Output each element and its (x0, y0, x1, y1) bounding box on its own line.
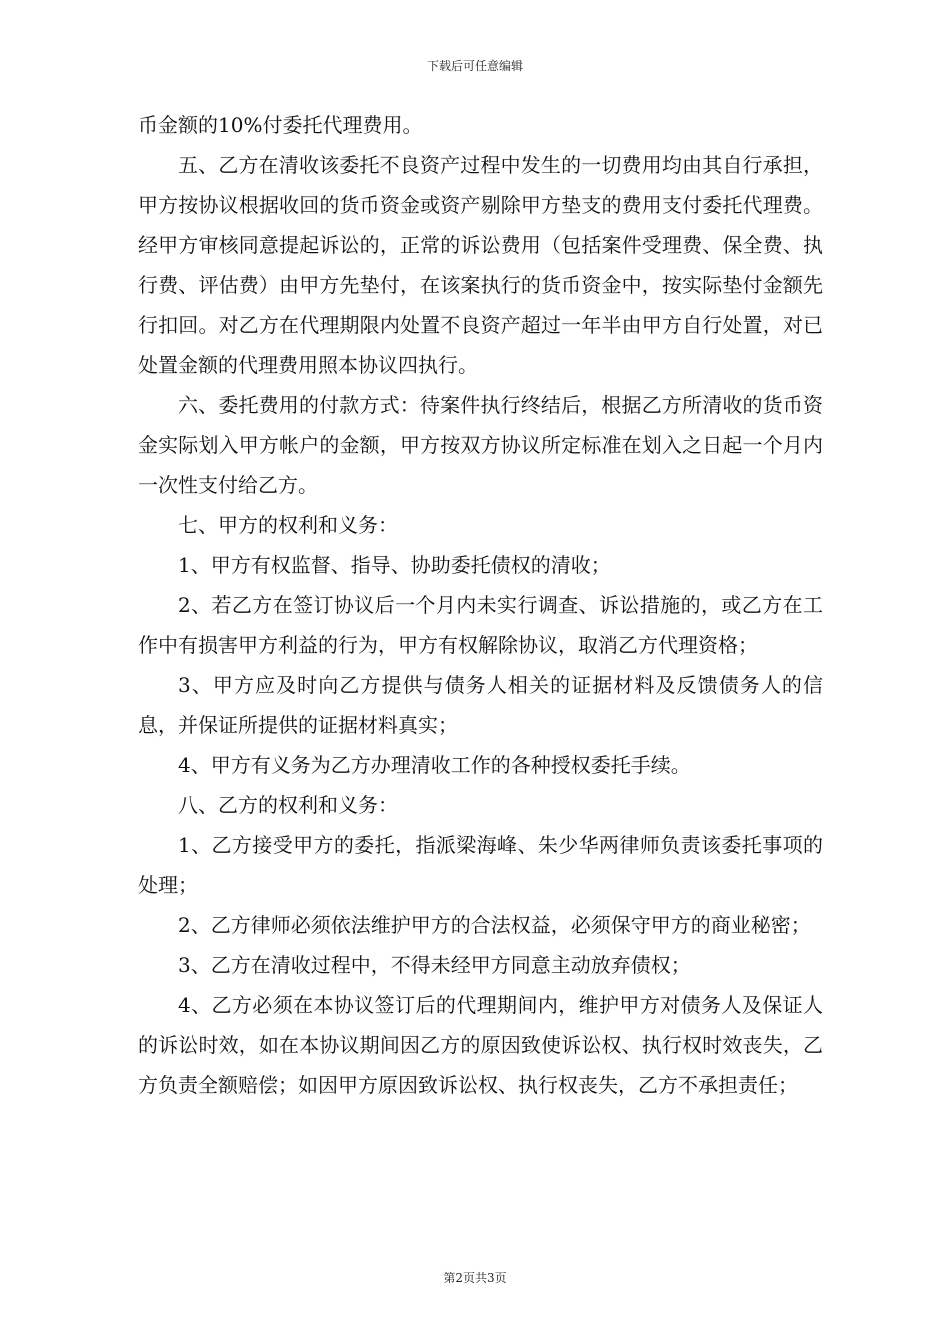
paragraph-section-8-item-1: 1、乙方接受甲方的委托，指派梁海峰、朱少华两律师负责该委托事项的处理； (138, 833, 823, 897)
page-header: 下载后可任意编辑 (426, 59, 523, 73)
paragraph-section-8-item-3: 3、乙方在清收过程中，不得未经甲方同意主动放弃债权； (178, 953, 691, 977)
paragraph-section-8-item-4: 4、乙方必须在本协议签订后的代理期间内，维护甲方对债务人及保证人的诉讼时效，如在本协议期间因乙方的原因致使诉讼权、执行权时效丧失，乙方负责全额赔偿；如因甲方原因致诉讼权、执行权丧失，乙方不承担责任； (138, 993, 823, 1097)
document-body (138, 105, 823, 1105)
paragraph-section-5: 五、乙方在清收该委托不良资产过程中发生的一切费用均由其自行承担，甲方按协议根据收回的货币资金或资产剔除甲方垫支的费用支付委托代理费。经甲方审核同意提起诉讼的，正常的诉讼费用（包括案件受理费、保全费、执行费、评估费）由甲方先垫付，在该案执行的货币资金中，按实际垫付金额先行扣回。对乙方在代理期限内处置不良资产超过一年半由甲方自行处置，对已处置金额的代理费用照本协议四执行。 (138, 153, 823, 377)
paragraph-section-7-item-1: 1、甲方有权监督、指导、协助委托债权的清收； (178, 553, 611, 577)
paragraph-section-6: 六、委托费用的付款方式：待案件执行终结后，根据乙方所清收的货币资金实际划入甲方帐户的金额，甲方按双方协议所定标准在划入之日起一个月内一次性支付给乙方。 (138, 393, 823, 497)
paragraph-section-7-item-4: 4、甲方有义务为乙方办理清收工作的各种授权委托手续。 (178, 753, 691, 777)
paragraph-section-8-item-2: 2、乙方律师必须依法维护甲方的合法权益，必须保守甲方的商业秘密； (178, 913, 811, 937)
paragraph-section-8-heading: 八、乙方的权利和义务： (178, 793, 398, 817)
paragraph-section-7-item-2: 2、若乙方在签订协议后一个月内未实行调查、诉讼措施的，或乙方在工作中有损害甲方利益的行为，甲方有权解除协议，取消乙方代理资格； (138, 593, 823, 657)
paragraph-section-7-heading: 七、甲方的权利和义务： (178, 513, 398, 537)
page-footer: 第2页共3页 (443, 1271, 507, 1285)
paragraph-continuation: 币金额的10%付委托代理费用。 (138, 113, 423, 137)
paragraph-section-7-item-3: 3、甲方应及时向乙方提供与债务人相关的证据材料及反馈债务人的信息，并保证所提供的证据材料真实； (138, 673, 823, 737)
